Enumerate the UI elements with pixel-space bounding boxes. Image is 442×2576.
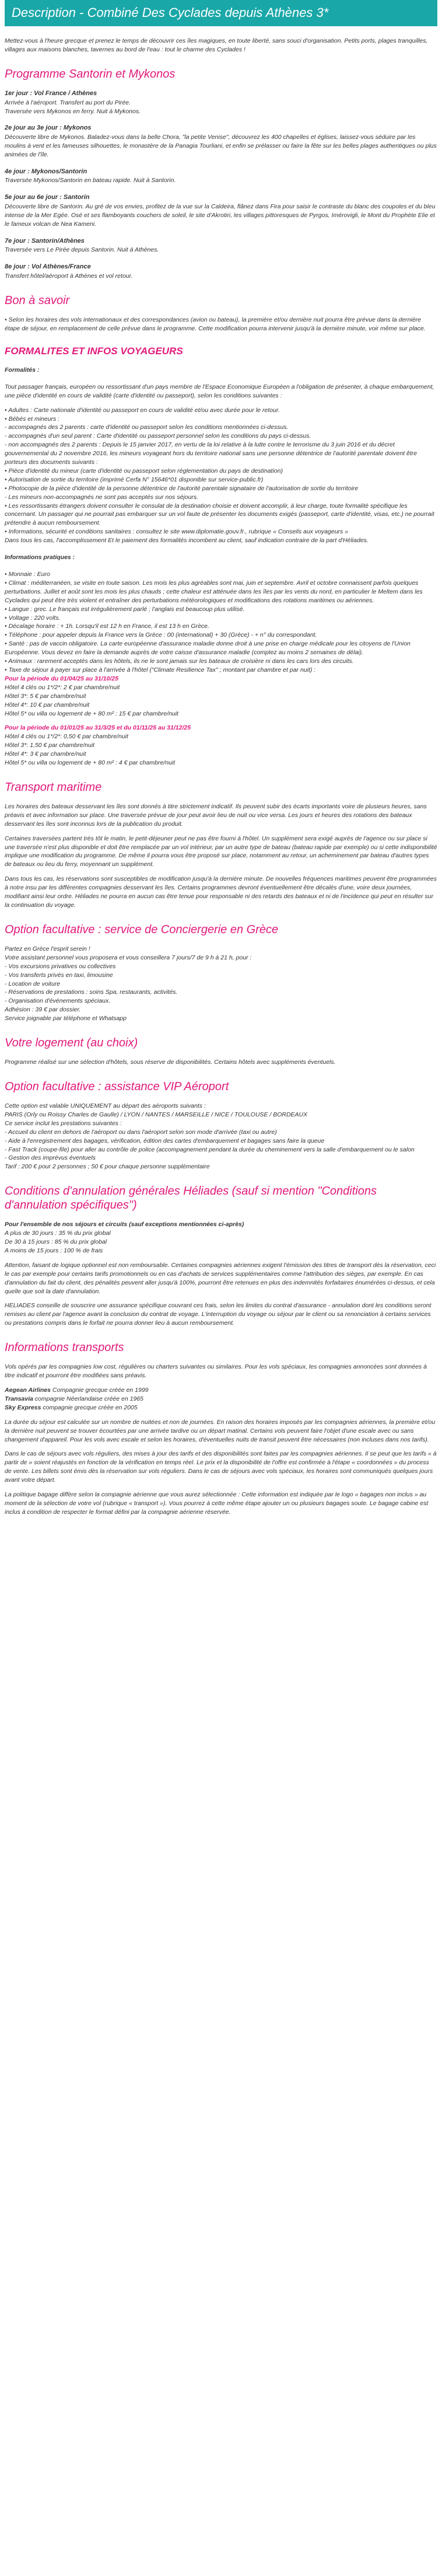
tax-period-title: Pour la période du 01/01/25 au 31/3/25 et du 01/11/25 au 31/12/25 (5, 724, 191, 732)
logement-text: Programme réalisé sur une sélection d'hôtels, sous réserve de disponibilités. Certains hôtels avec suppléments éventuels. (5, 1059, 336, 1066)
annulation-title: Conditions d'annulation générales Héliades (sauf si mention "Conditions d'annulation spécifiques") (5, 1185, 377, 1212)
annulation-paragraph: HELIADES conseille de souscrire une assurance spécifique couvrant ces frais, selon les limites du contrat d'assurance - annulation dont les conditions seront remises au client par l'agence avant la conclusion du contrat de voyage. L'interruption du voyage ou séjour par le client ou sa renonciation à certains services ou prestations compris dans le forfait ne pourra donner lieu à aucun remboursement. (5, 1302, 432, 1327)
airline-entry (5, 1386, 437, 1395)
bon-savoir-title: Bon à savoir (5, 294, 70, 307)
practical-list (5, 570, 437, 767)
airline-entry (5, 1395, 437, 1404)
tax-line: Hôtel 4*: 10 € par chambre/nuit (5, 701, 90, 708)
bon-savoir-text: • Selon les horaires des vols internationaux et des correspondances (avion ou bateau), la première et/ou dernière nuit pourra être prévue dans la dernière étape de séjour, en remplacement de celle prévue dans le programme. Cette modification pourra intervenir jusqu'à la dernière minute, voir même sur place. (5, 316, 426, 332)
conciergerie-line: Partez en Grèce l'esprit serein ! (5, 945, 90, 952)
conciergerie-line: Service joignable par téléphone et Whatsapp (5, 1015, 127, 1022)
practical-item: • Climat : méditerranéen, se visite en toute saison. Les mois les plus agréables sont mai, juin et septembre. Avril et octobre connaissent parfois quelques perturbations. Juillet et août sont les mois les plus chauds ; cette chaleur est atténuée dans les îles par les vents du nord, en particulier le Meltem dans les Cyclades qui peut être très violent et entraîner des perturbations météorologiques et modifications des rotations maritimes ou aériennes. (5, 579, 423, 604)
airline-name: Aegean Airlines (5, 1387, 51, 1394)
formalites-body (5, 383, 437, 545)
tax-line: Hôtel 5* ou villa ou logement de + 80 m² : 4 € par chambre/nuit (5, 759, 176, 767)
infos-transports-paragraph: La politique bagage diffère selon la compagnie aérienne que vous aurez sélectionnée : Cette information est indiquée par le logo « bagages non inclus » au moment de la sélection de votre vol (rubrique « transport »). Vous pourrez à cette même étape ajouter un ou plusieurs bagages soute. Le bagage cabine est inclus à condition de respecter le format défini par la compagnie aérienne réservée. (5, 1491, 429, 1516)
day-text: Traversée vers Le Pirée depuis Santorin. Nuit à Athènes. (5, 246, 159, 254)
day-title: 4e jour : Mykonos/Santorin (5, 167, 87, 175)
conciergerie-body (5, 945, 437, 1023)
airline-desc: compagnie grecque créée en 2005 (41, 1404, 138, 1411)
transport-title: Transport maritime (5, 780, 102, 794)
tax-line: Hôtel 3*: 1,50 € par chambre/nuit (5, 742, 95, 749)
infos-transports-paragraph: Dans le cas de séjours avec vols réguliers, des mises à jour des tarifs et des disponibilités sont faites par les compagnies aériennes. Il se peut que les tarifs « à partir de » soient réajustés en fonction de la vérification en temps réel. Le prix et la disponibilité de l'offre est confirmée à l'étape « coordonnées » du process de vente. Les billets sont émis dès la réservation sur vols réguliers. Dans le cas de séjours avec vols spéciaux, les horaires sont communiqués quelques jours avant votre départ. (5, 1450, 437, 1484)
formalites-line: • Bébés et mineurs : (5, 415, 60, 423)
formalites-title: FORMALITES ET INFOS VOYAGEURS (5, 345, 183, 357)
day-text: Découverte libre de Santorin. Au gré de vos envies, profitez de la vue sur la Caldeira, flânez dans Fira pour saisir le contraste du blanc des coupoles et du bleu intense de la Mer Egée. Osé et ses flamboyants couchers de soleil, le site d'Akrotiri, les villages pittoresques de Pyrgos, Imérovigli, le Mont du Prophète Elie et le fameux volcan de Nea Kameni. (5, 203, 436, 228)
conciergerie-line: - Réservations de prestations : soins Spa, restaurants, activités. (5, 989, 178, 996)
logement-title: Votre logement (au choix) (5, 1036, 138, 1050)
annulation-line: A moins de 15 jours : 100 % de frais (5, 1247, 103, 1254)
conciergerie-line: Votre assistant personnel vous proposera et vous conseillera 7 jours/7 de 9 h à 21 h, pour : (5, 954, 252, 961)
program-title: Programme Santorin et Mykonos (5, 68, 176, 81)
program-day (5, 89, 437, 116)
annulation-lead: Pour l'ensemble de nos séjours et circuits (sauf exceptions mentionnées ci-après) (5, 1221, 244, 1228)
infos-transports-paragraph: La durée du séjour est calculée sur un nombre de nuitées et non de journées. En raison des horaires imposés par les compagnies aériennes, la première et/ou la dernière nuit peuvent se trouver écourtées par une arrivée tardive ou un départ matinal. Certains vols peuvent faire l'objet d'une escale avec ou sans changement d'appareil. Pour les vols avec escale et selon les horaires, d'éventuelles nuits de transit peuvent être nécessaires (non incluses dans nos tarifs). (5, 1418, 436, 1443)
transport-body (5, 802, 437, 910)
airline-name: Sky Express (5, 1404, 41, 1411)
practical-title: Informations pratiques : (5, 554, 75, 561)
vip-line: - Fast Track (coupe-file) pour aller au contrôle de police (accompagnement pendant la durée du cheminement vers la salle d'embarquement ou le salon (5, 1146, 415, 1153)
tax-period-title: Pour la période du 01/04/25 au 31/10/25 (5, 675, 118, 682)
day-title: 5e jour au 6e jour : Santorin (5, 194, 90, 201)
infos-transports-intro: Vols opérés par les compagnies low cost, régulières ou charters suivantes ou similaires. Pour les vols spéciaux, les compagnies annoncées sont données à titre indicatif et pourront être modifiées sans préavis. (5, 1363, 427, 1380)
infos-transports-title: Informations transports (5, 1341, 124, 1355)
day-title: 8e jour : Vol Athènes/France (5, 263, 91, 271)
formalites-paragraph: Tout passager français, européen ou ressortissant d'un pays membre de l'Espace Economique Européen a l'obligation de présenter, à chaque embarquement, une pièce d'identité en cours de validité (carte d'identité ou passeport), selon les conditions suivantes : (5, 383, 434, 399)
day-text: Traversée vers Mykonos en ferry. Nuit à Mykonos. (5, 107, 141, 115)
vip-title: Option facultative : assistance VIP Aéroport (5, 1080, 229, 1093)
day-text: Transfert hôtel/aéroport à Athènes et vol retour. (5, 272, 133, 280)
program-day (5, 167, 437, 186)
formalites-line: - accompagnés d'un seul parent : Carte d'identité ou passeport personnel selon les conditions du pays ci-dessus. (5, 432, 311, 440)
tax-line: Hôtel 4 clés ou 1*/2*: 2 € par chambre/nuit (5, 683, 120, 691)
formalites-subtitle: Formalités : (5, 366, 40, 374)
conciergerie-line: - Organisation d'événements spéciaux. (5, 997, 111, 1005)
transport-paragraph: Dans tous les cas, les réservations sont susceptibles de modification jusqu'à la dernière minute. De nouvelles fréquences maritimes peuvent être programmées à notre insu par les différentes compagnies desservant les îles. Certains programmes devront éventuellement être décalés d'une, voire deux journées, modifiant ainsi leur ordre. Héliades ne pourra en aucun cas être tenue pour responsable ni des retards des bateaux et ni de l'incidence qui peut en résulter sur la continuation du voyage. (5, 875, 437, 909)
tax-line: Hôtel 4 clés ou 1*/2*: 0,50 € par chambre/nuit (5, 733, 128, 741)
conciergerie-line: - Location de voiture (5, 980, 61, 987)
tax-line: Hôtel 3*: 5 € par chambre/nuit (5, 692, 86, 700)
day-text: Arrivée à l'aéroport. Transfert au port du Pirée. (5, 99, 131, 106)
vip-line: Cette option est valable UNIQUEMENT au départ des aéroports suivants : (5, 1102, 206, 1109)
airline-desc: Compagnie grecque créée en 1999 (50, 1387, 149, 1394)
conciergerie-line: - Vos transferts privés en taxi, limousine (5, 971, 113, 979)
program-day (5, 124, 437, 159)
practical-item: • Voltage : 220 volts. (5, 614, 61, 622)
formalites-line: • Photocopie de la pièce d'identité de la personne détentrice de l'autorité parentale signataire de l'autorisation de sortie du territoire (5, 484, 359, 492)
day-text: Traversée Mykonos/Santorin en bateau rapide. Nuit à Santorin. (5, 177, 176, 184)
formalites-line: • Autorisation de sortie du territoire (imprimé Cerfa N° 15646*01 disponible sur service-public.fr) (5, 476, 264, 483)
formalites-line: • Adultes : Carte nationale d'identité ou passeport en cours de validité et/ou avec durée pour le retour. (5, 406, 280, 414)
page-banner-title: Description - Combiné Des Cyclades depuis Athènes 3* (5, 0, 437, 26)
day-title: 7e jour : Santorin/Athènes (5, 237, 85, 245)
day-text: Découverte libre de Mykonos. Baladez-vous dans la belle Chora, "la petite Venise", découvrez les 400 chapelles et églises, laissez-vous séduire par les moulins à vent et les fameuses silhouettes, le monastère de la Panagia Tourliani, et enfin se prélasser ou faire la fête sur les belles plages authentiques ou plus animées de l'île. (5, 134, 437, 158)
program-day (5, 263, 437, 281)
formalites-line: Dans tous les cas, l'accomplissement Et le paiement des formalités incombent au client, sauf indication contraire de la part d'Héliades. (5, 537, 369, 544)
program-day (5, 193, 437, 228)
program-day (5, 237, 437, 255)
formalites-line: • Pièce d'identité du mineur (carte d'identité ou passeport selon réglementation du pays de destination) (5, 467, 283, 474)
vip-line: Ce service inclut les prestations suivantes : (5, 1119, 122, 1127)
infos-transports-body (5, 1363, 437, 1517)
conciergerie-line: Adhésion : 39 € par dossier. (5, 1006, 81, 1014)
tax-line: Hôtel 5* ou villa ou logement de + 80 m² : 15 € par chambre/nuit (5, 710, 178, 717)
practical-item: • Téléphone : pour appeler depuis la France vers la Grèce : 00 (international) + 30 (Grèce) - + n° du correspondant. (5, 631, 317, 639)
formalites-line: - accompagnés des 2 parents : carte d'identité ou passeport selon les conditions mentionnées ci-dessus. (5, 424, 289, 431)
practical-item: • Monnaie : Euro (5, 571, 50, 578)
transport-paragraph: Les horaires des bateaux desservant les îles sont donnés à titre strictement indicatif. Ils peuvent subir des écarts importants voire de plusieurs heures, sans préavis et avec information sur place. Une traversée prévue de jour peut avoir lieu de nuit ou vice versa. Les jours et heures des rotations des bateaux desservant les îles sont inconnus lors de la publication du produit. (5, 802, 427, 828)
vip-line: - Aide à l'enregistrement des bagages, vérification, édition des cartes d'embarquement et bagages sans faire la queue (5, 1137, 325, 1144)
formalites-line: • Les ressortissants étrangers doivent consulter le consulat de la destination choisie et doivent accomplir, à leur charge, toute formalité spécifique les concernant. Un passager qui ne pourrait pas embarquer sur un vol faute de présenter les documents exigés (passeport, carte d'identité, visas, etc.) ne pourrait prétendre à aucun remboursement. (5, 502, 434, 527)
practical-item: • Décalage horaire : + 1h. Lorsqu'il est 12 h en France, il est 13 h en Grèce. (5, 623, 209, 630)
vip-line: PARIS (Orly ou Roissy Charles de Gaulle) / LYON / NANTES / MARSEILLE / NICE / TOULOUSE / BORDEAUX (5, 1111, 308, 1118)
formalites-line: • Informations, sécurité et conditions sanitaires : consultez le site www.diplomatie.gouv.fr., rubrique « Conseils aux voyageurs » (5, 528, 349, 536)
formalites-line: - non accompagnés des 2 parents : Depuis le 15 janvier 2017, en vertu de la loi relative à la lutte contre le terrorisme du 3 juin 2016 et du décret gouvernemental du 2 novembre 2016, les mineurs voyageant hors du territoire national sans une personne détentrice de l'autorité parentale doivent être porteurs des documents suivants : (5, 441, 418, 466)
vip-line: - Gestion des imprévus éventuels (5, 1154, 96, 1162)
day-title: 2e jour au 3e jour : Mykonos (5, 124, 92, 132)
practical-item: • Taxe de séjour à payer sur place à l'arrivée à l'hôtel ("Climate Resilience Tax" ; montant par chambre et par nuit) : (5, 666, 316, 673)
formalites-line: - Les mineurs non-accompagnés ne sont pas acceptés sur nos séjours. (5, 493, 199, 501)
tax-line: Hôtel 4*: 3 € par chambre/nuit (5, 751, 86, 758)
airline-name: Transavia (5, 1395, 33, 1402)
vip-line: Tarif : 200 € pour 2 personnes ; 50 € pour chaque personne supplémentaire (5, 1163, 210, 1171)
practical-item: • Animaux : rarement acceptés dans les hôtels, ils ne le sont jamais sur les bateaux de croisière ni dans les cars lors des circuits. (5, 658, 354, 665)
annulation-line: De 30 à 15 jours : 85 % du prix global (5, 1238, 107, 1246)
annulation-paragraph: Attention, faisant de logique optionnel est non remboursable. Certaines compagnies aériennes exigent l'émission des titres de transport dès la réservation, ceci le cas par exemple pour certains tarifs promotionnels ou en cas d'achats de services supplémentaires comme l'attribution des sièges, par exemple. En cas d'annulation du fait du client, des pénalités peuvent aller jusqu'à 100%, pourront être retenues en plus des indemnités forfaitaires énumérées ci-dessus, et cela quelle que soit la date d'annulation. (5, 1261, 436, 1295)
practical-item: • Langue : grec. Le français est irrégulièrement parlé ; l'anglais est beaucoup plus utilisé. (5, 605, 245, 613)
practical-item: • Santé : pas de vaccin obligatoire. La carte européenne d'assurance maladie donne droit à une prise en charge médicale pour les citoyens de l'Union Européenne. Vous devez en faire la demande auprès de votre caisse d'assurance maladie (comptez au moins 2 semaines de délai). (5, 640, 411, 657)
vip-body (5, 1102, 437, 1171)
conciergerie-title: Option facultative : service de Conciergerie en Grèce (5, 923, 279, 936)
annulation-body (5, 1220, 437, 1328)
conciergerie-line: - Vos excursions privatives ou collectives (5, 962, 116, 970)
annulation-line: A plus de 30 jours : 35 % du prix global (5, 1230, 111, 1237)
transport-paragraph: Certaines traversées partent très tôt le matin, le petit-déjeuner peut ne pas être fourni à l'hôtel. Un supplément sera exigé auprès de l'agence ou sur place si une traversée n'est plus disponible et doit être remplacée par un vol intérieur, par un autre type de bateau (bateau rapide par exemple) ou si cette indisponibilité implique une modification du programme. De même il pourra vous être proposé sur place, notamment au retour, un acheminement par bateau d'autres types de bateaux ou lieu du ferry, moyennant un supplément. (5, 835, 437, 868)
vip-line: - Accueil du client en dehors de l'aéroport ou dans l'aéroport selon son mode d'arrivée (taxi ou autre) (5, 1128, 277, 1136)
day-title: 1er jour : Vol France / Athènes (5, 90, 97, 97)
intro-text: Mettez-vous à l'heure grecque et prenez le temps de découvrir ces îles magiques, en toute liberté, sans souci d'organisation. Petits ports, plages tranquilles, villages aux maisons blanches, tavernes au bord de l'eau : tout le charme des Cyclades ! (5, 37, 428, 54)
airline-entry (5, 1404, 437, 1412)
airline-desc: compagnie Néerlandaise créée en 1965 (33, 1395, 143, 1402)
